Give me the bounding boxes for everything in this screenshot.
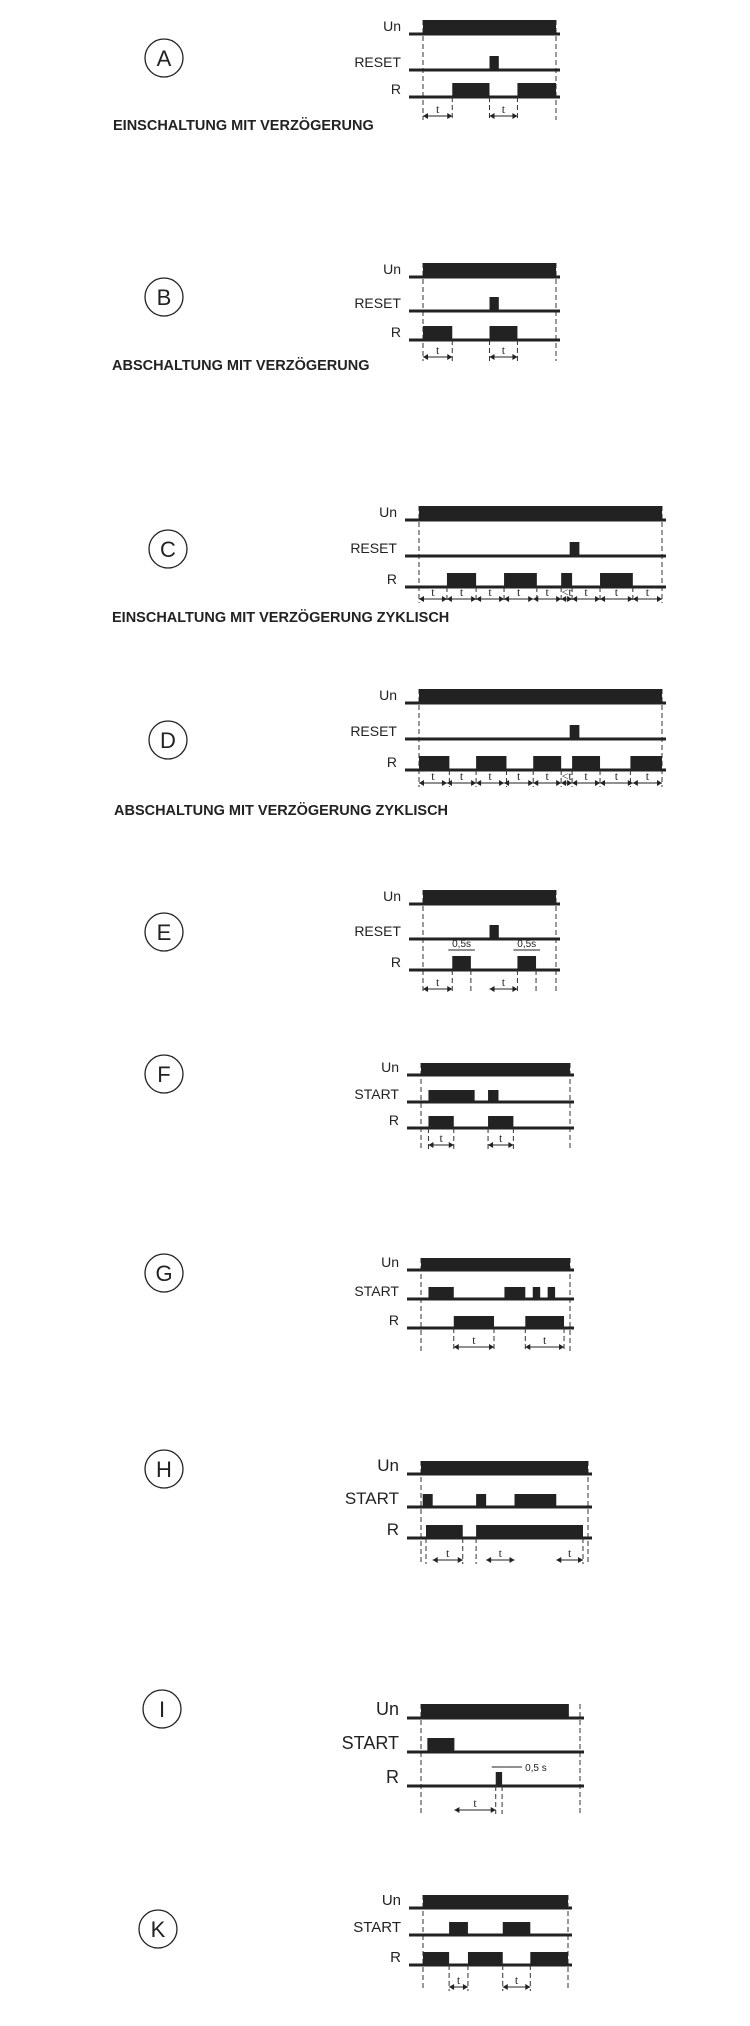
signal-high-pulse (452, 83, 489, 97)
arrow-head (595, 780, 600, 786)
signal-high-pulse (490, 925, 499, 939)
arrow-head (428, 1142, 433, 1148)
signal-high-pulse (423, 890, 556, 904)
signal-r (390, 1949, 572, 1991)
arrow-head (572, 596, 577, 602)
timing-diagram-h (145, 1450, 592, 1564)
arrow-head (458, 1557, 463, 1563)
signal-label: START (341, 1733, 399, 1753)
signal-un (379, 504, 666, 520)
dimension-label: t (514, 1973, 519, 1987)
arrow-head (578, 1557, 583, 1563)
dimension-label: t (584, 769, 588, 783)
signal-label: RESET (350, 723, 397, 739)
signal-label: R (386, 1767, 399, 1787)
signal-r (387, 754, 666, 787)
dimension-label: t (501, 102, 506, 116)
signal-high-pulse (449, 1922, 468, 1935)
diagram-letter-d (149, 721, 187, 759)
time-dimension (556, 1546, 583, 1563)
arrow-head (528, 780, 533, 786)
dimension-label: t (516, 585, 521, 599)
diagram-letter-f (145, 1055, 183, 1093)
arrow-head (499, 780, 504, 786)
arrow-head (525, 1984, 530, 1990)
arrow-head (447, 354, 452, 360)
arrow-head (423, 113, 428, 119)
dimension-label: t (446, 1546, 450, 1560)
time-dimension (423, 975, 452, 992)
arrow-head (447, 596, 452, 602)
signal-un (376, 1699, 584, 1719)
dimension-label: t (501, 975, 506, 989)
signal-reset (350, 540, 666, 556)
signal-start (354, 1283, 574, 1299)
arrow-head (433, 1557, 438, 1563)
arrow-head (449, 1142, 454, 1148)
signal-label: RESET (354, 295, 401, 311)
arrow-head (510, 1557, 515, 1563)
signal-high-pulse (421, 1461, 588, 1474)
arrow-head (559, 1344, 564, 1350)
arrow-head (490, 986, 495, 992)
dimension-label: t (614, 585, 619, 599)
time-dimension (488, 1131, 513, 1148)
signal-un (383, 18, 560, 34)
pulse-width-text: 0,5s (452, 939, 472, 950)
arrow-head (471, 596, 476, 602)
arrow-head (508, 1142, 513, 1148)
letter-text: I (158, 1697, 166, 1722)
signal-high-pulse (428, 1287, 453, 1299)
signal-r (391, 954, 560, 993)
diagram-letter-b (145, 278, 183, 316)
signal-un (383, 261, 560, 277)
arrow-head (512, 986, 517, 992)
dimension-label: t (431, 769, 435, 783)
arrow-head (463, 1984, 468, 1990)
dimension-label: t (488, 585, 492, 599)
arrow-head (419, 780, 424, 786)
signal-label: R (386, 754, 397, 770)
dimension-label: t (542, 1333, 547, 1347)
diagram-letter-a (145, 39, 183, 77)
timing-diagram-k (139, 1892, 572, 1991)
signal-high-pulse (530, 1952, 568, 1965)
time-dimension (423, 343, 452, 360)
signal-label: R (388, 1312, 399, 1328)
diagram-letter-i (143, 1690, 181, 1728)
arrow-head (449, 1984, 454, 1990)
timing-diagram-d (114, 687, 666, 819)
arrow-head (423, 354, 428, 360)
timing-diagram-b (112, 261, 560, 374)
dimension-label: <t (561, 769, 572, 783)
arrow-head (491, 1807, 496, 1813)
signal-label: Un (381, 1059, 399, 1075)
signal-un (383, 888, 560, 904)
dimension-label: t (459, 769, 464, 783)
signal-high-pulse (468, 1952, 503, 1965)
arrow-head (556, 1557, 561, 1563)
arrow-head (525, 1344, 530, 1350)
arrow-head (556, 596, 561, 602)
arrow-head (447, 986, 452, 992)
signal-label: Un (383, 888, 401, 904)
time-dimension (454, 1333, 494, 1350)
dimension-label: t (498, 1546, 502, 1560)
arrow-head (476, 780, 481, 786)
signal-label: R (390, 324, 401, 340)
pulse-width-label (513, 939, 540, 950)
pulse-width-text: 0,5s (517, 939, 537, 950)
dimension-label: t (435, 975, 440, 989)
dimension-label: t (439, 1131, 443, 1145)
time-dimension (525, 1333, 564, 1350)
signal-reset (354, 54, 560, 70)
signal-high-pulse (517, 956, 536, 970)
signal-high-pulse (533, 1287, 540, 1299)
signal-un (381, 1059, 574, 1075)
signal-r (389, 1112, 574, 1149)
arrow-head (490, 113, 495, 119)
arrow-head (423, 986, 428, 992)
arrow-head (471, 780, 476, 786)
signal-high-pulse (419, 506, 662, 520)
signal-high-pulse (423, 1494, 433, 1507)
signal-start (342, 1733, 584, 1753)
arrow-head (454, 1807, 459, 1813)
arrow-head (489, 1344, 494, 1350)
signal-high-pulse (488, 1090, 498, 1102)
time-dimension (449, 1973, 468, 1990)
signal-label: R (390, 954, 401, 970)
arrow-head (476, 596, 481, 602)
signal-high-pulse (490, 326, 518, 340)
dimension-label: t (459, 585, 464, 599)
dimension-label: t (645, 769, 650, 783)
signal-high-pulse (427, 1738, 454, 1752)
arrow-head (628, 596, 633, 602)
arrow-head (600, 596, 605, 602)
signal-label: Un (375, 1699, 399, 1719)
arrow-head (503, 1984, 508, 1990)
dimension-label: t (501, 343, 506, 357)
letter-text: B (156, 285, 172, 310)
arrow-head (499, 596, 504, 602)
signal-high-pulse (423, 326, 452, 340)
dimension-label: t (645, 585, 650, 599)
signal-r (386, 1767, 584, 1814)
arrow-head (556, 780, 561, 786)
arrow-head (504, 596, 509, 602)
arrow-head (533, 780, 538, 786)
signal-reset (354, 295, 560, 311)
letter-text: F (157, 1062, 171, 1087)
pulse-width-text: 0,5 s (525, 1763, 547, 1774)
letter-text: C (160, 537, 176, 562)
signal-start (353, 1919, 572, 1936)
signal-high-pulse (515, 1494, 557, 1507)
signal-high-pulse (570, 542, 580, 556)
diagram-letter-h (145, 1450, 183, 1488)
arrow-head (633, 780, 638, 786)
time-dimension (476, 769, 504, 786)
signal-reset (354, 923, 560, 939)
arrow-head (533, 596, 538, 602)
diagram-letter-k (139, 1910, 177, 1948)
signal-high-pulse (572, 756, 600, 770)
signal-high-pulse (503, 1922, 531, 1935)
signal-label: R (388, 1112, 399, 1128)
dimension-label: t (567, 1546, 572, 1560)
arrow-head (595, 596, 600, 602)
timing-diagram-a (113, 18, 560, 134)
signal-high-pulse (517, 83, 556, 97)
signal-high-pulse (423, 263, 556, 277)
signal-high-pulse (490, 297, 499, 311)
letter-text: K (150, 1917, 166, 1942)
timing-diagram-f (145, 1055, 574, 1149)
signal-label: Un (379, 504, 397, 520)
signal-high-pulse (423, 20, 556, 34)
signal-label: Un (383, 18, 401, 34)
signal-high-pulse (423, 1952, 449, 1965)
signal-high-pulse (490, 56, 499, 70)
diagram-caption: ABSCHALTUNG MIT VERZÖGERUNG ZYKLISCH (114, 803, 449, 819)
signal-high-pulse (419, 756, 449, 770)
timing-diagram-c (112, 504, 666, 626)
signal-high-pulse (428, 1116, 453, 1128)
signal-high-pulse (630, 756, 662, 770)
arrow-head (512, 113, 517, 119)
signal-high-pulse (525, 1316, 564, 1328)
timing-diagram-g (145, 1254, 574, 1351)
arrow-head (447, 113, 452, 119)
dimension-label: t (435, 343, 440, 357)
diagram-caption: ABSCHALTUNG MIT VERZÖGERUNG (112, 358, 370, 374)
signal-high-pulse (421, 1258, 570, 1270)
arrow-head (442, 596, 447, 602)
signal-label: R (390, 81, 401, 97)
dimension-label: t (584, 585, 588, 599)
signal-label: R (386, 571, 397, 587)
signal-high-pulse (504, 573, 537, 587)
signal-reset (350, 723, 666, 739)
time-dimension (423, 102, 452, 119)
signal-high-pulse (428, 1090, 474, 1102)
time-dimension (486, 1546, 514, 1563)
signal-un (381, 1254, 574, 1270)
arrow-head (419, 596, 424, 602)
timing-diagram-i (143, 1690, 584, 1814)
dimension-label: t (516, 769, 521, 783)
dimension-label: t (435, 102, 440, 116)
arrow-head (486, 1557, 491, 1563)
signal-high-pulse (423, 1895, 568, 1908)
time-dimension (572, 769, 600, 786)
diagram-letter-e (145, 913, 183, 951)
time-dimension (454, 1796, 495, 1813)
signal-label: Un (383, 261, 401, 277)
signal-label: RESET (354, 54, 401, 70)
arrow-head (490, 354, 495, 360)
dimension-label: t (545, 585, 549, 599)
signal-label: START (344, 1489, 399, 1508)
time-dimension (633, 769, 662, 786)
dimension-label: t (545, 769, 549, 783)
signal-high-pulse (454, 1316, 494, 1328)
signal-high-pulse (476, 1494, 486, 1507)
signal-un (379, 687, 666, 703)
time-dimension (490, 975, 518, 992)
signal-high-pulse (476, 1525, 583, 1538)
signal-label: R (386, 1520, 399, 1539)
signal-start (354, 1086, 574, 1102)
dimension-label: t (488, 769, 492, 783)
signal-high-pulse (504, 1287, 525, 1299)
arrow-head (512, 354, 517, 360)
arrow-head (633, 596, 638, 602)
dimension-label: t (431, 585, 435, 599)
signal-label: RESET (354, 923, 401, 939)
time-dimension (561, 769, 572, 786)
arrow-head (454, 1344, 459, 1350)
signal-label: R (390, 1949, 401, 1966)
letter-text: A (156, 46, 172, 71)
diagram-letter-c (149, 530, 187, 568)
timing-diagram-e (145, 888, 560, 993)
dimension-label: t (456, 1973, 461, 1987)
letter-text: E (156, 920, 172, 945)
signal-r (391, 81, 560, 120)
signal-high-pulse (421, 1704, 569, 1718)
signal-label: Un (379, 687, 397, 703)
arrow-head (528, 596, 533, 602)
signal-high-pulse (548, 1287, 555, 1299)
signal-label: START (354, 1086, 399, 1102)
signal-high-pulse (496, 1772, 502, 1786)
arrow-head (600, 780, 605, 786)
time-dimension (490, 343, 518, 360)
arrow-head (657, 780, 662, 786)
signal-label: RESET (350, 540, 397, 556)
time-dimension (600, 769, 633, 786)
letter-text: D (160, 728, 176, 753)
dimension-label: t (499, 1131, 503, 1145)
signal-high-pulse (476, 756, 506, 770)
letter-text: G (155, 1261, 173, 1286)
pulse-width-label (448, 939, 475, 950)
signal-label: Un (381, 1892, 401, 1909)
signal-high-pulse (419, 689, 662, 703)
signal-high-pulse (452, 956, 471, 970)
signal-r (387, 571, 666, 603)
signal-label: START (353, 1919, 401, 1936)
signal-un (377, 1456, 592, 1475)
dimension-label: <t (561, 585, 572, 599)
signal-label: START (354, 1283, 399, 1299)
time-dimension (419, 769, 447, 786)
time-dimension (433, 1546, 463, 1563)
time-dimension (447, 769, 476, 786)
signal-high-pulse (488, 1116, 513, 1128)
signal-high-pulse (570, 725, 580, 739)
arrow-head (572, 780, 577, 786)
arrow-head (488, 1142, 493, 1148)
time-dimension (503, 1973, 531, 1990)
diagram-letter-g (145, 1254, 183, 1292)
signal-high-pulse (421, 1063, 570, 1075)
time-dimension (561, 585, 572, 602)
time-dimension (428, 1131, 453, 1148)
dimension-label: t (473, 1796, 477, 1810)
signal-start (345, 1489, 592, 1508)
signal-label: Un (381, 1254, 399, 1270)
time-dimension (504, 769, 533, 786)
time-dimension (490, 102, 518, 119)
signal-high-pulse (533, 756, 561, 770)
letter-text: H (156, 1457, 172, 1482)
signal-high-pulse (426, 1525, 463, 1538)
arrow-head (442, 780, 447, 786)
dimension-label: t (614, 769, 619, 783)
time-dimension (533, 769, 561, 786)
signal-r (391, 324, 560, 361)
diagram-caption: EINSCHALTUNG MIT VERZÖGERUNG ZYKLISCH (112, 610, 450, 626)
diagram-caption: EINSCHALTUNG MIT VERZÖGERUNG (113, 118, 374, 134)
dimension-label: t (472, 1333, 476, 1347)
arrow-head (657, 596, 662, 602)
signal-label: Un (377, 1456, 399, 1475)
signal-un (382, 1892, 572, 1909)
